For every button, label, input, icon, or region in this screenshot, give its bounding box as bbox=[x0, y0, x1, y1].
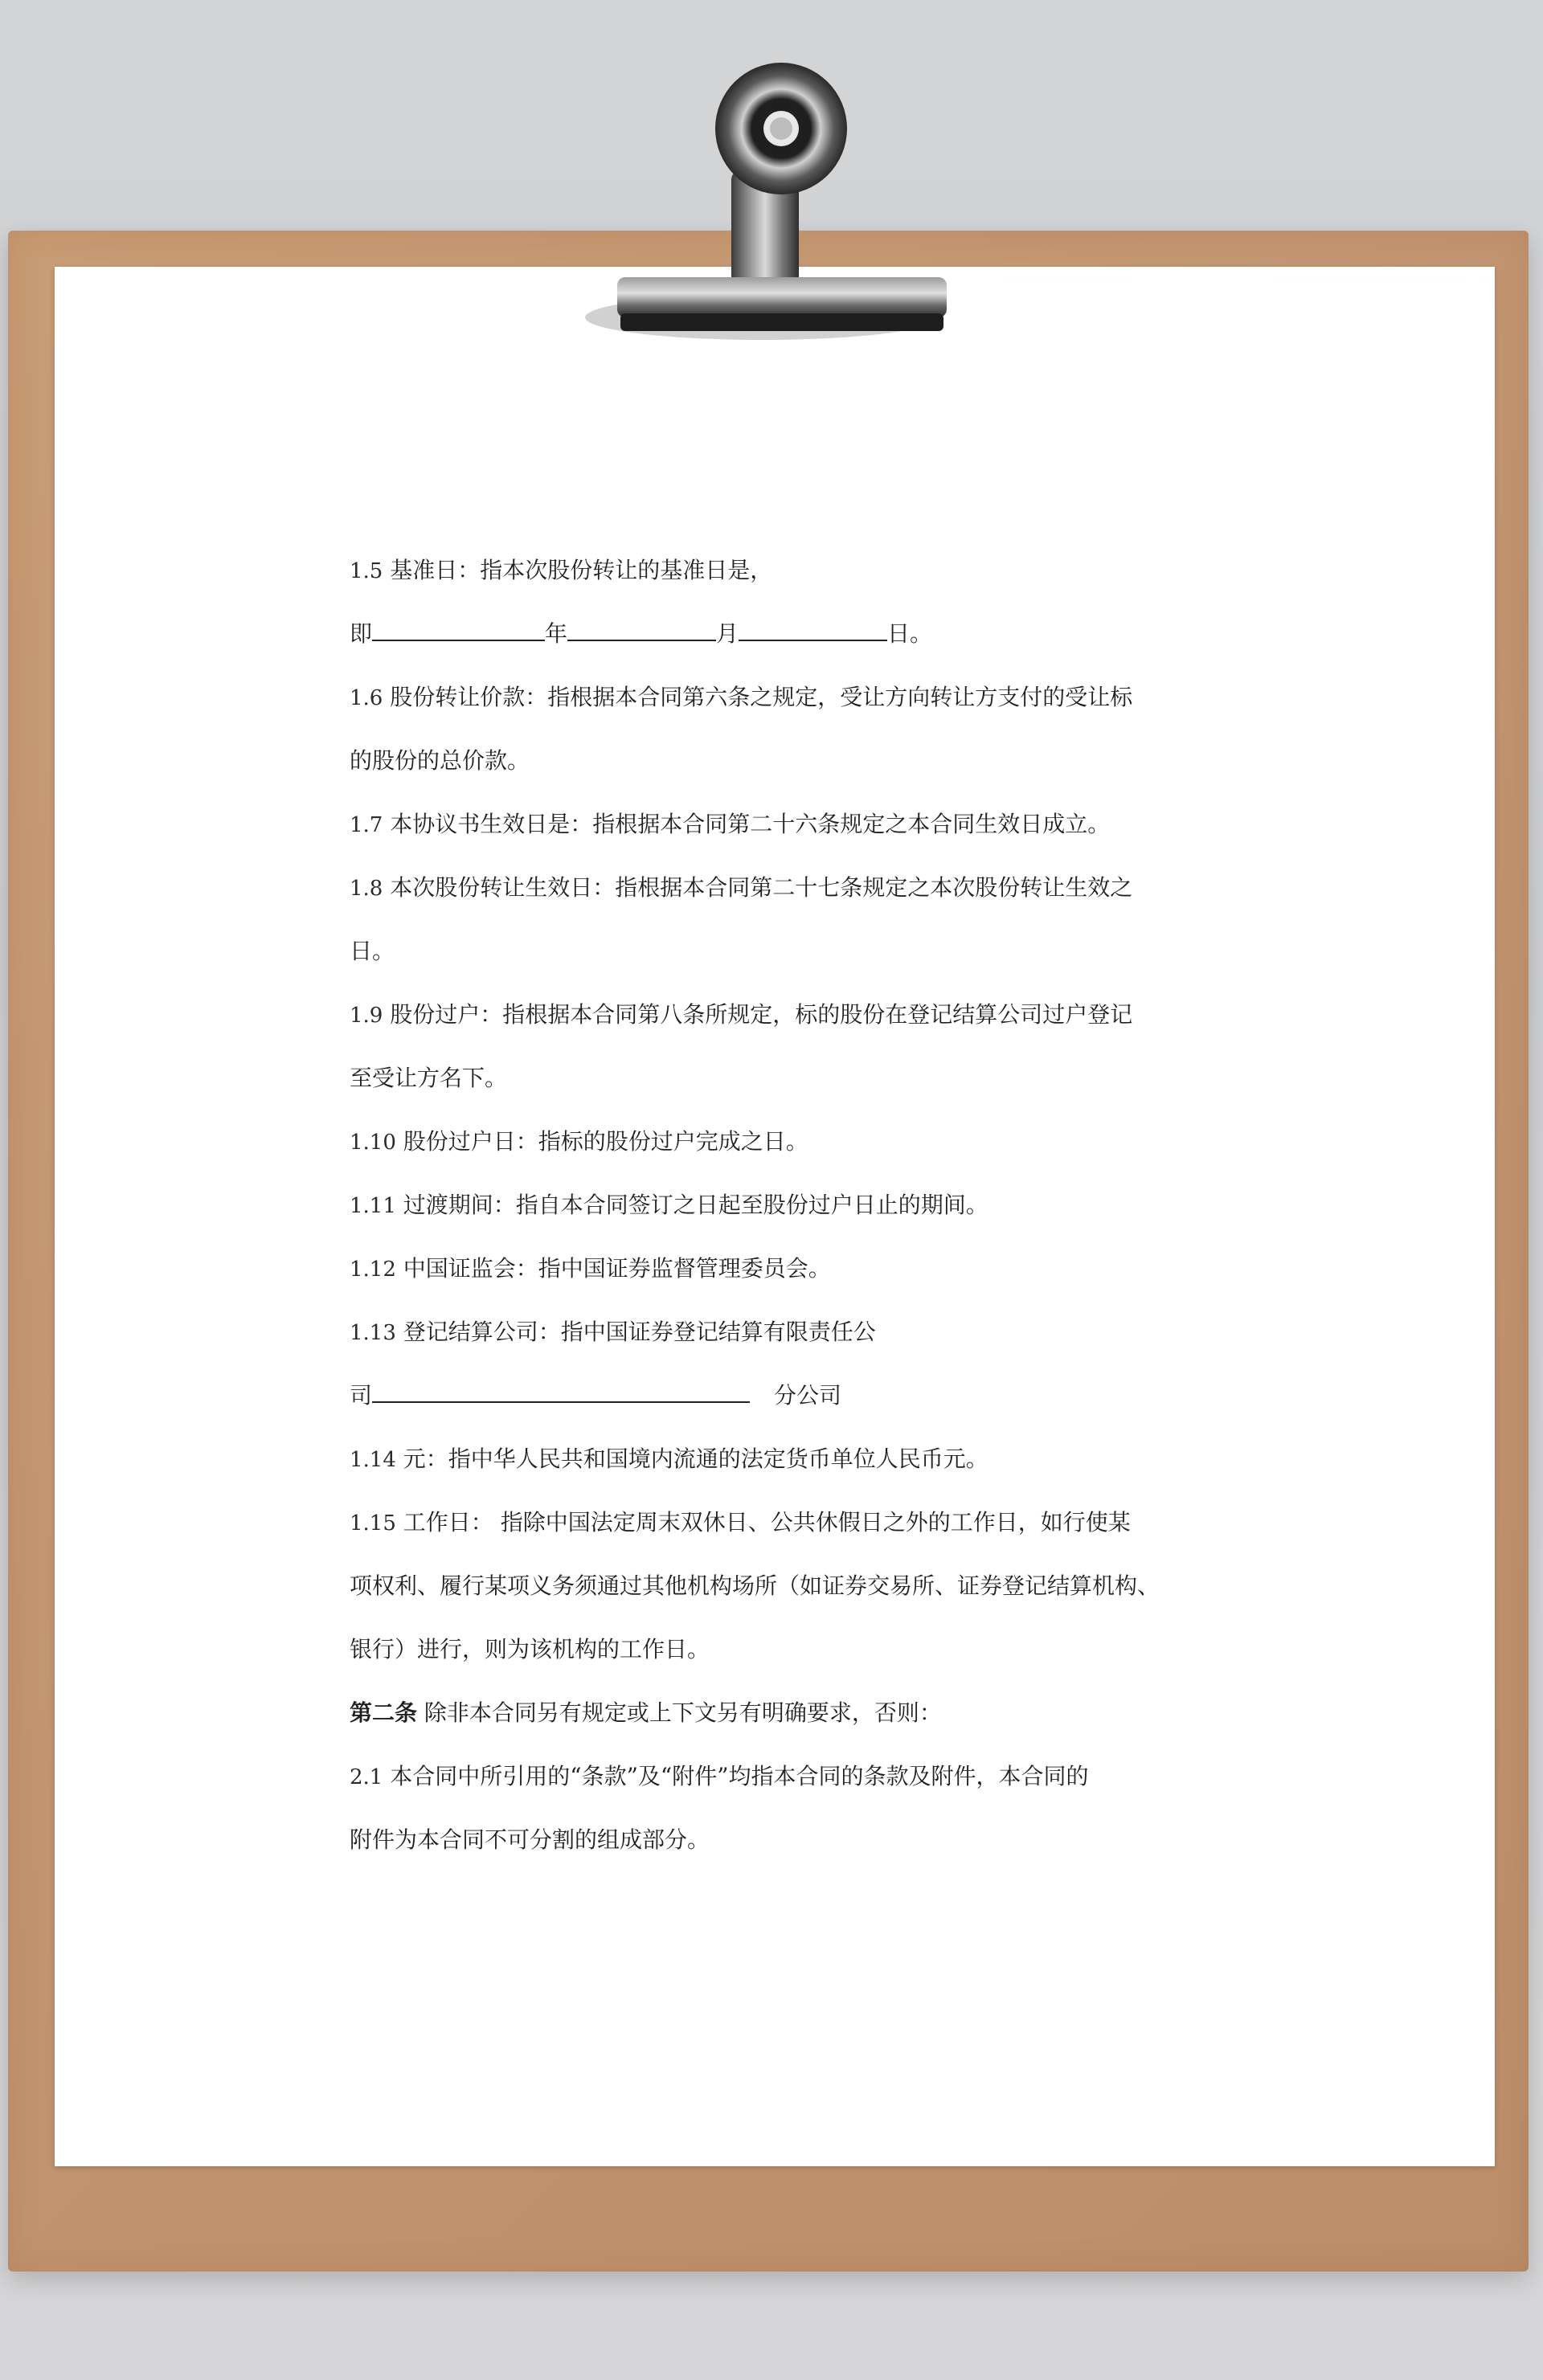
clause-1-8-cont: 日。 bbox=[350, 938, 395, 964]
blank-year-field[interactable] bbox=[372, 619, 545, 641]
clause-1-9-cont: 至受让方名下。 bbox=[350, 1065, 508, 1091]
clause-1-6: 1.6 股份转让价款：指根据本合同第六条之规定，受让方向转让方支付的受让标 bbox=[350, 684, 1133, 710]
clause-1-10: 1.10 股份过户日：指标的股份过户完成之日。 bbox=[350, 1128, 808, 1155]
article-2-heading: 第二条 除非本合同另有规定或上下文另有明确要求，否则： bbox=[350, 1699, 942, 1726]
clause-1-9: 1.9 股份过户：指根据本合同第八条所规定，标的股份在登记结算公司过户登记 bbox=[350, 1001, 1133, 1028]
blank-day-field[interactable] bbox=[739, 619, 887, 641]
clause-1-13-cont: 司 分公司 bbox=[350, 1382, 842, 1409]
clause-1-11: 1.11 过渡期间：指自本合同签订之日起至股份过户日止的期间。 bbox=[350, 1192, 988, 1218]
date-fill-line: 即 年 月 日。 bbox=[350, 620, 933, 647]
clause-1-6-cont: 的股份的总价款。 bbox=[350, 747, 530, 774]
blank-month-field[interactable] bbox=[567, 619, 716, 641]
clause-2-1-cont: 附件为本合同不可分割的组成部分。 bbox=[350, 1826, 710, 1853]
clause-1-7: 1.7 本协议书生效日是：指根据本合同第二十六条规定之本合同生效日成立。 bbox=[350, 811, 1111, 837]
clause-1-15-cont: 项权利、履行某项义务须通过其他机构场所（如证券交易所、证券登记结算机构、 bbox=[350, 1572, 1160, 1599]
clause-1-8: 1.8 本次股份转让生效日：指根据本合同第二十七条规定之本次股份转让生效之 bbox=[350, 874, 1133, 901]
clause-1-15-cont2: 银行）进行，则为该机构的工作日。 bbox=[350, 1636, 710, 1662]
blank-branch-field[interactable] bbox=[372, 1380, 750, 1403]
clause-1-13: 1.13 登记结算公司：指中国证券登记结算有限责任公 bbox=[350, 1319, 876, 1345]
clause-1-12: 1.12 中国证监会：指中国证券监督管理委员会。 bbox=[350, 1255, 831, 1282]
binder-clip-icon bbox=[579, 48, 948, 362]
clause-1-15: 1.15 工作日： 指除中国法定周末双休日、公共休假日之外的工作日，如行使某 bbox=[350, 1509, 1131, 1536]
clause-1-14: 1.14 元：指中华人民共和国境内流通的法定货币单位人民币元。 bbox=[350, 1446, 988, 1472]
clause-1-5: 1.5 基准日：指本次股份转让的基准日是， bbox=[350, 557, 773, 583]
clause-2-1: 2.1 本合同中所引用的“条款”及“附件”均指本合同的条款及附件，本合同的 bbox=[350, 1763, 1089, 1789]
